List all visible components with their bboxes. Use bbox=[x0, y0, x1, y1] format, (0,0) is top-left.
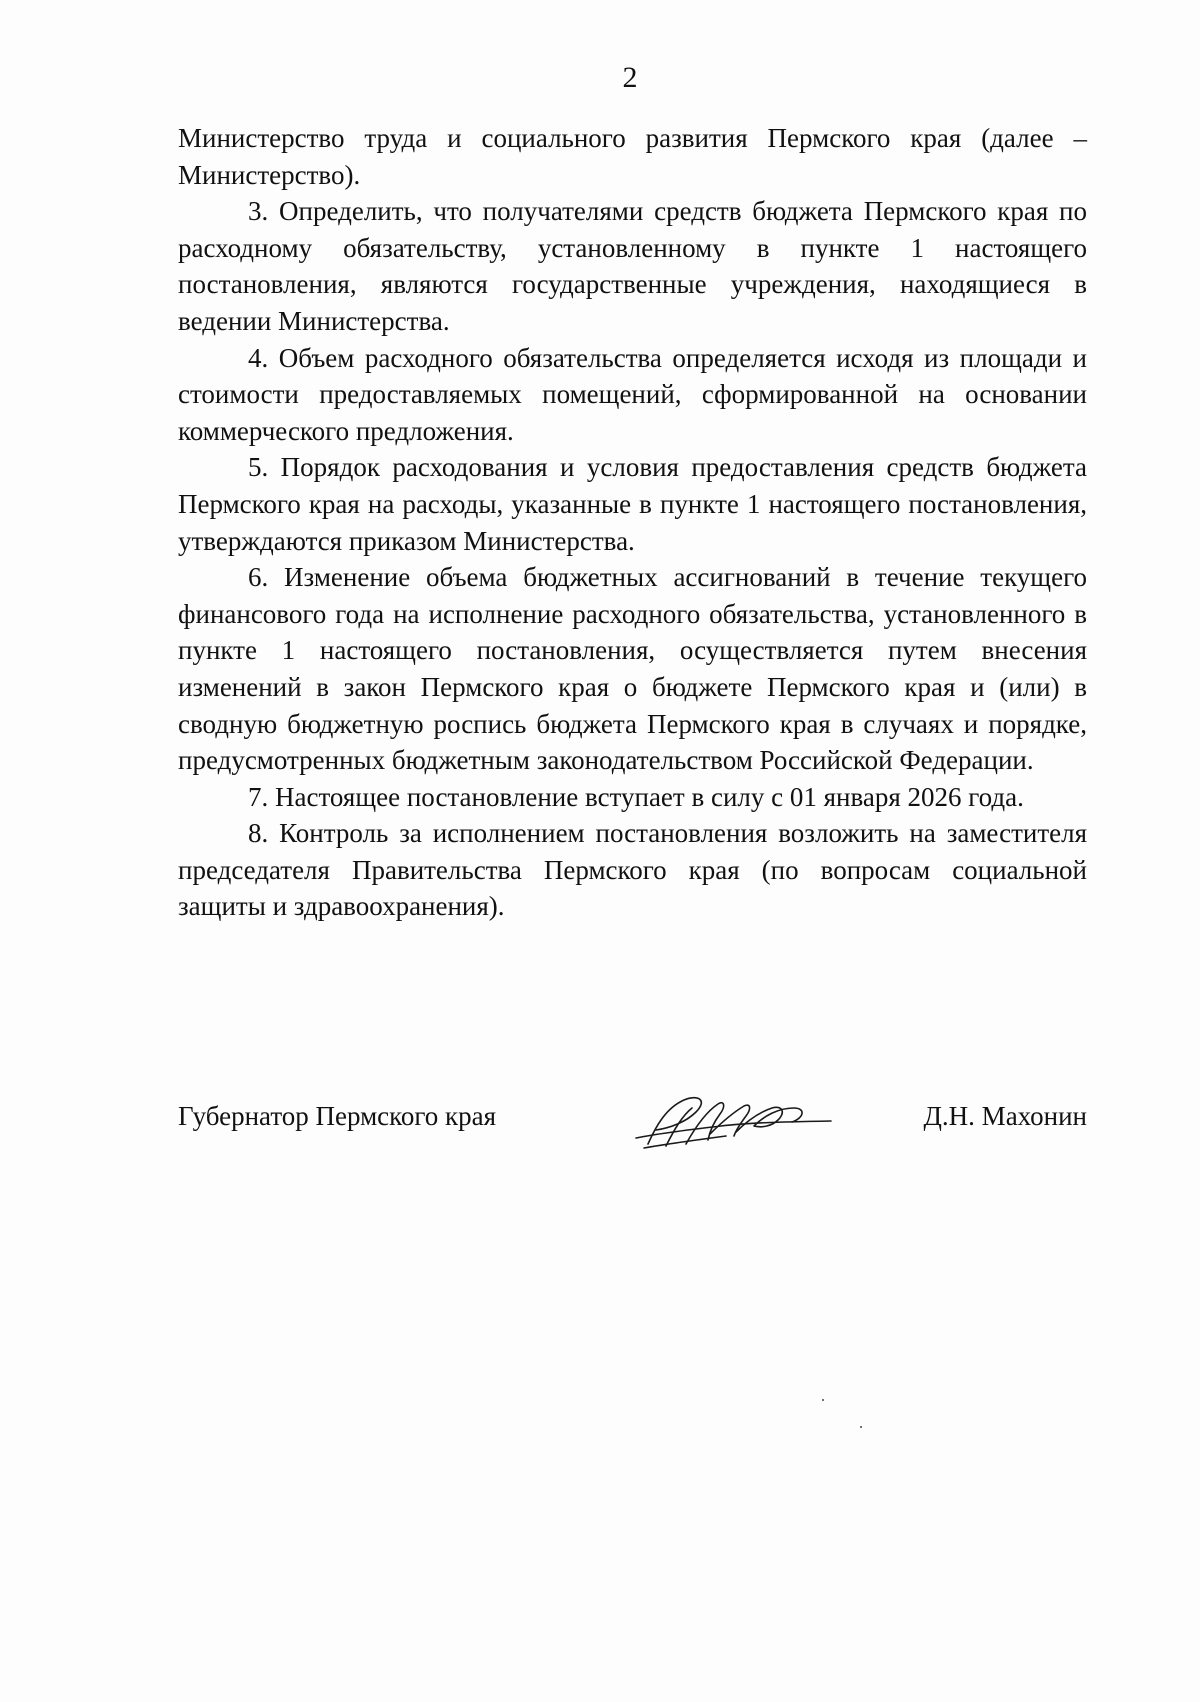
paragraph-item-5: 5. Порядок расходования и условия предоставления средств бюджета Пермского края на расходы, указанные в пункте 1 настоящего постановления, утверждаются приказом Министерства. bbox=[178, 452, 1087, 556]
paragraph-item-3: 3. Определить, что получателями средств бюджета Пермского края по расходному обязательству, установленному в пункте 1 настоящего постановления, являются государственные учреждения, находящиеся в ведении Министерства. bbox=[178, 196, 1087, 336]
paragraph-item-7: 7. Настоящее постановление вступает в силу с 01 января 2026 года. bbox=[248, 781, 1024, 812]
handwritten-signature bbox=[626, 1086, 836, 1156]
paragraph-item-6: 6. Изменение объема бюджетных ассигнований в течение текущего финансового года на исполнение расходного обязательства, установленного в пункте 1 настоящего постановления, осуществляется путем внесения изменений в закон Пермского края о бюджете Пермского края и (или) в сводную бюджетную роспись бюджета Пермского края в случаях и порядке, предусмотренных бюджетным законодательством Российской Федерации. bbox=[178, 562, 1087, 776]
scan-speck bbox=[822, 1399, 824, 1401]
signatory-position: Губернатор Пермского края bbox=[178, 1101, 497, 1131]
paragraph-item-8: 8. Контроль за исполнением постановления возложить на заместителя председателя Правительства Пермского края (по вопросам социальной защиты и здравоохранения). bbox=[178, 818, 1087, 922]
signatory-name: Д.Н. Махонин bbox=[923, 1101, 1087, 1131]
scan-speck bbox=[860, 1426, 862, 1428]
signature-block bbox=[178, 1090, 1087, 1170]
paragraph-continuation: Министерство труда и социального развития Пермского края (далее – Министерство). bbox=[178, 123, 1087, 190]
page-number: 2 bbox=[622, 61, 638, 94]
paragraph-item-4: 4. Объем расходного обязательства определяется исходя из площади и стоимости предоставляемых помещений, сформированной на основании коммерческого предложения. bbox=[178, 342, 1087, 446]
document-body bbox=[178, 120, 1087, 925]
